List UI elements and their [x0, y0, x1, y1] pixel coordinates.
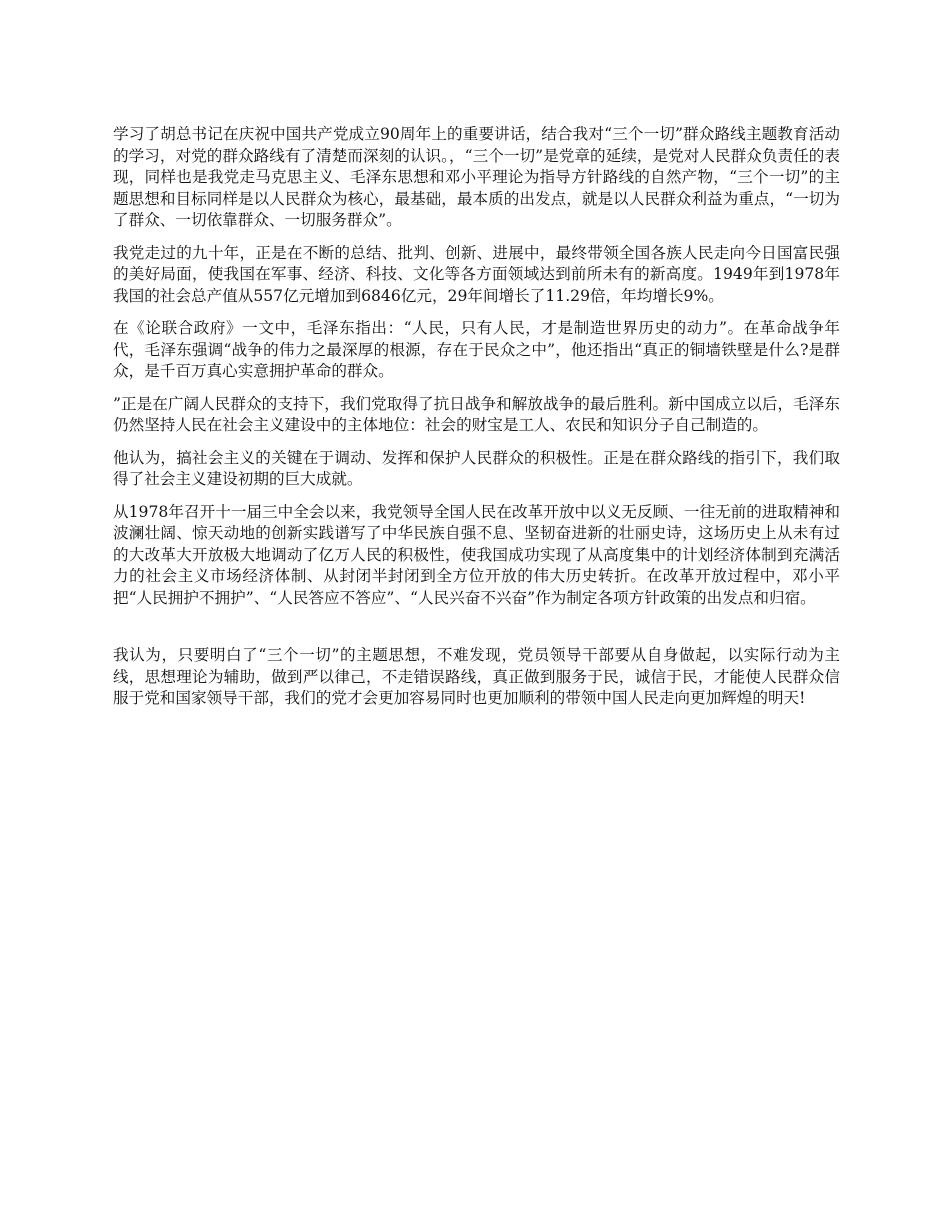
document-body — [113, 124, 840, 721]
paragraph-5: 他认为，搞社会主义的关键在于调动、发挥和保护人民群众的积极性。正是在群众路线的指引下，我们取得了社会主义建设初期的巨大成就。 — [113, 448, 840, 488]
paragraph-2: 我党走过的九十年，正是在不断的总结、批判、创新、进展中，最终带领全国各族人民走向今日国富民强的美好局面，使我国在军事、经济、科技、文化等各方面领域达到前所未有的新高度。1949年到1978年我国的社会总产值从557亿元增加到6846亿元，29年间增长了11.29倍，年均增长9%。 — [113, 243, 840, 305]
paragraph-1: 学习了胡总书记在庆祝中国共产党成立90周年上的重要讲话，结合我对“三个一切”群众路线主题教育活动的学习，对党的群众路线有了清楚而深刻的认识。，“三个一切”是党章的延续，是党对人民群众负责任的表现，同样也是我党走马克思主义、毛泽东思想和邓小平理论为指导方针路线的自然产物，“三个一切”的主题思想和目标同样是以人民群众为核心，最基础，最本质的出发点，就是以人民群众利益为重点，“一切为了群众、一切依靠群众、一切服务群众”。 — [113, 125, 840, 229]
paragraph-3: 在《论联合政府》一文中，毛泽东指出：“人民，只有人民，才是制造世界历史的动力”。在革命战争年代，毛泽东强调“战争的伟力之最深厚的根源，存在于民众之中”，他还指出“真正的铜墙铁壁是什么?是群众，是千百万真心实意拥护革命的群众。 — [113, 319, 840, 380]
paragraph-7: 我认为，只要明白了“三个一切”的主题思想，不难发现，党员领导干部要从自身做起，以实际行动为主线，思想理论为辅助，做到严以律己，不走错误路线，真正做到服务于民，诚信于民，才能使人民群众信服于党和国家领导干部，我们的党才会更加容易同时也更加顺利的带领中国人民走向更加辉煌的明天! — [113, 646, 840, 707]
paragraph-6: 从1978年召开十一届三中全会以来，我党领导全国人民在改革开放中以义无反顾、一往无前的进取精神和波澜壮阔、惊天动地的创新实践谱写了中华民族自强不息、坚韧奋进新的壮丽史诗，这场历史上从未有过的大改革大开放极大地调动了亿万人民的积极性，使我国成功实现了从高度集中的计划经济体制到充满活力的社会主义市场经济体制、从封闭半封闭到全方位开放的伟大历史转折。在改革开放过程中，邓小平把“人民拥护不拥护”、“人民答应不答应”、“人民兴奋不兴奋”作为制定各项方针政策的出发点和归宿。 — [113, 502, 840, 607]
paragraph-4: ”正是在广阔人民群众的支持下，我们党取得了抗日战争和解放战争的最后胜利。新中国成立以后，毛泽东仍然坚持人民在社会主义建设中的主体地位：社会的财宝是工人、农民和知识分子自己制造的。 — [113, 394, 840, 434]
